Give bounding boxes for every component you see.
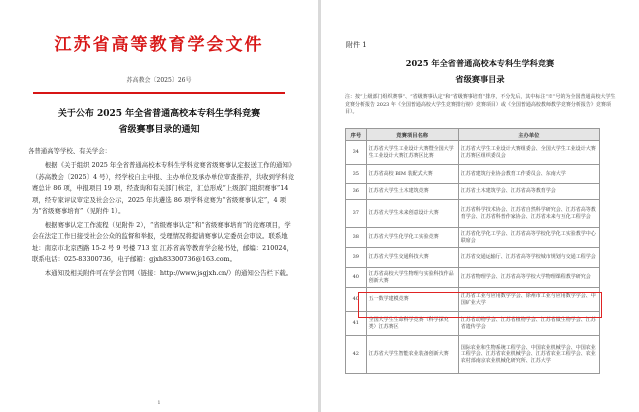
row-name: 江苏省大学生智能农业装备创新大赛 xyxy=(366,336,458,374)
table-row xyxy=(346,165,600,184)
row-number: 42 xyxy=(346,336,367,374)
page-number: 1 xyxy=(157,400,161,406)
row-organizer: 江苏省工业与应用数学学会、徐州市工业与应用数学学会、中国矿业大学 xyxy=(458,288,599,312)
row-name: 江苏省高校大学生物理与实验科技作品创新大赛 xyxy=(366,268,458,288)
body-paragraph-1: 根据《关于组织 2025 年全省普通高校本专科生学科竞赛省级赛事认定报送工作的通知》（苏高教会〔2025〕4 号），经学校自主申报、主办单位及承办单位审查推荐，共收到学科竞赛总计 86 项，申报项目 19 项，经查询和有关部门核定，汇总形成“上级部门组织赛事”14 项，经专家评议审定及社会公示，2025 年共遴选 86 项学科竞赛为“省级赛事认定”，4 项为“省级赛事培育”（见附件 1）。 xyxy=(32,161,296,215)
row-name: 江苏省大学生交通科技大赛 xyxy=(366,248,458,268)
notice-title-line1: 关于公布 2025 年全省普通高校本专科生学科竞赛 xyxy=(57,109,261,119)
row-name: 江苏省大学生未来创意设计大赛 xyxy=(366,200,458,228)
highlight-box xyxy=(358,292,602,318)
row-name: 五一数学建模竞赛 xyxy=(366,288,458,312)
row-number: 40 xyxy=(346,288,367,312)
row-number: 38 xyxy=(346,228,367,248)
table-row xyxy=(346,184,600,200)
table-row xyxy=(346,228,600,248)
table-row xyxy=(346,248,600,268)
table-row xyxy=(346,268,600,288)
competition-table xyxy=(345,128,600,374)
row-name: 全国大学生生命科学竞赛（科学探究类）江苏赛区 xyxy=(366,312,458,336)
row-organizer: 江苏省大学生工业设计大赛组委会、全国大学生工业设计大赛江苏赛区组织委员会 xyxy=(458,141,599,165)
table-row xyxy=(346,200,600,228)
list-note: 注：按“上级部门组织赛事”、“省级赛事认定”和“省级赛事培育”排序，不分先后，其中标注“※”号的为全国普通高校大学生竞赛分析报告 2023 年《全国普通高校大学生竞赛排行榜》竞赛项目）或《全国普通高校教师教学竞赛分析报告》竞赛项目）。 xyxy=(345,94,616,115)
list-title-line2: 省级赛事目录 xyxy=(455,74,505,84)
table-row xyxy=(346,141,600,165)
row-organizer: 江苏省交通运输厅、江苏省高等学校城市规划与交通工程学会 xyxy=(458,248,599,268)
row-organizer: 江苏省土木建筑学会、江苏省高等教育学会 xyxy=(458,184,599,200)
row-number: 37 xyxy=(346,200,367,228)
row-name: 江苏省高校 BIM 装配式大赛 xyxy=(366,165,458,184)
red-divider-line xyxy=(33,92,285,94)
row-number: 36 xyxy=(346,184,367,200)
row-number: 40 xyxy=(346,268,367,288)
salutation: 各普通高等学校、有关学会： xyxy=(28,147,112,155)
row-organizer: 江苏省科学技术协会、江苏省自然科学研究会、江苏省高等教育学会、江苏省科普作家协会、江苏省未来与互化工程学会 xyxy=(458,200,599,228)
red-header-title: 江苏省高等教育学会文件 xyxy=(54,35,264,55)
body-paragraph-3: 本通知及相关附件可在学会官网（链接：http://www.jsgjxh.cn/）的通知公告栏下载。 xyxy=(44,268,293,277)
row-organizer: 江苏省动物学会、江苏省植物学会、江苏省微生物学会、江苏省遗传学会 xyxy=(458,312,599,336)
row-name: 江苏省大学生化学化工实验竞赛 xyxy=(366,228,458,248)
document-number: 苏高教会〔2025〕26号 xyxy=(126,77,192,84)
row-organizer: 江苏省建筑行业协会教育工作委员会、东南大学 xyxy=(458,165,599,184)
notice-title-line2: 省级赛事目录的通知 xyxy=(118,125,200,135)
annex-label: 附件 1 xyxy=(346,41,367,49)
row-number: 34 xyxy=(346,141,367,165)
row-number: 39 xyxy=(346,248,367,268)
header-name: 竞赛项目名称 xyxy=(366,129,458,141)
row-name: 江苏省大学生土木建筑竞赛 xyxy=(366,184,458,200)
row-organizer: 江苏省化学化工学会、江苏省高等学校化学化工实验教学中心联席会 xyxy=(458,228,599,248)
row-organizer: 国际农业和生物系统工程学会、中国农业机械学会、中国农业工程学会、江苏省农业机械学会、江苏省农业工程学会、农业农村部南京农业机械化研究所、江苏大学 xyxy=(458,336,599,374)
table-header-row xyxy=(346,129,600,141)
row-number: 35 xyxy=(346,165,367,184)
row-number: 41 xyxy=(346,312,367,336)
row-organizer: 江苏省物理学会、江苏省高等学校大学物理课程教学研究会 xyxy=(458,268,599,288)
header-organizer: 主办单位 xyxy=(458,129,599,141)
list-title-line1: 2025 年全省普通高校本专科生学科竞赛 xyxy=(405,58,555,68)
notice-body xyxy=(32,160,296,279)
table-row xyxy=(346,336,600,374)
body-paragraph-2: 根据赛事认定工作流程（见附件 2），“省级赛事认定”和“省级赛事培育”的竞赛项目，学会在法定工作日接受社会公众的监督和举报，受理情况将提请赛事认定委员会审议。联系地址：南京市北京西路 15-2 号 9 号楼 713 室 江苏省高等教育学会秘书处，邮编：210024，联系电话：025-83300736，电子邮箱：gjxh83300736@163.com。 xyxy=(32,220,293,263)
header-number: 序号 xyxy=(346,129,367,141)
row-name: 江苏省大学生工业设计大赛暨全国大学生工业设计大赛江苏赛区比赛 xyxy=(366,141,458,165)
